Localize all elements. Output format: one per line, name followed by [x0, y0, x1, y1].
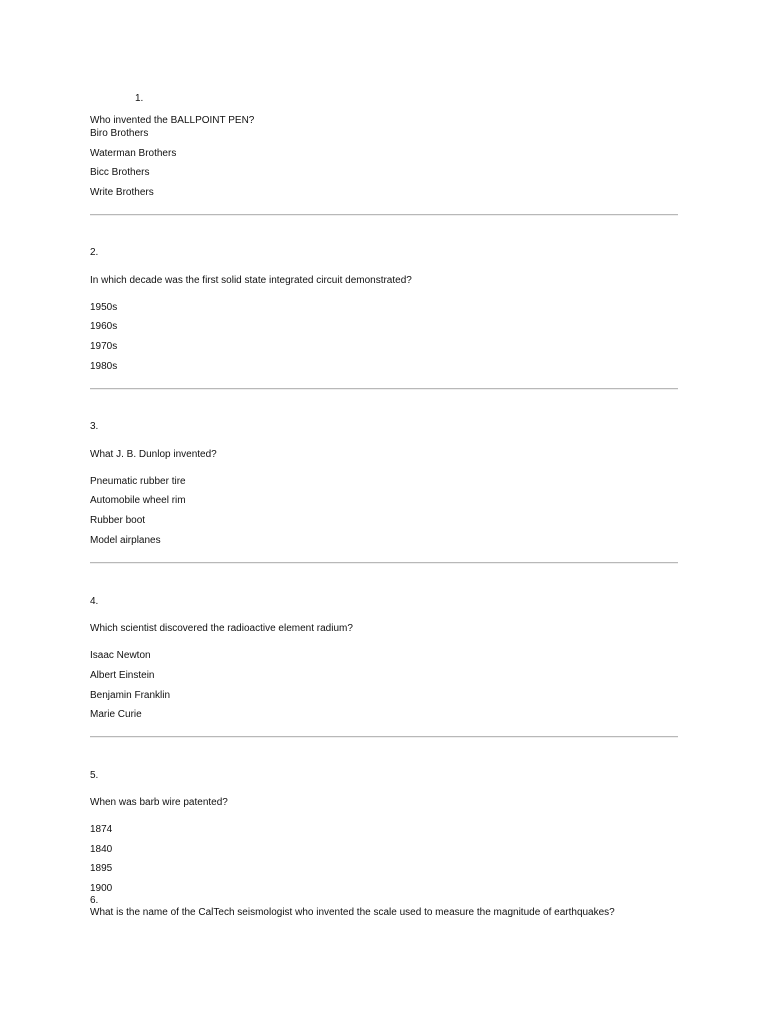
question-2-number: 2. [90, 247, 99, 258]
question-6-number: 6. [90, 895, 99, 906]
question-1-option-1: Biro Brothers [90, 128, 149, 139]
question-5-option-3: 1895 [90, 863, 113, 874]
question-3-text: What J. B. Dunlop invented? [90, 449, 217, 460]
question-1-text: Who invented the BALLPOINT PEN? [90, 115, 255, 126]
question-4-option-2: Albert Einstein [90, 670, 155, 681]
divider-3 [90, 562, 678, 564]
question-4-option-3: Benjamin Franklin [90, 690, 171, 701]
question-2-option-4: 1980s [90, 361, 118, 372]
question-2-text: In which decade was the first solid state integrated circuit demonstrated? [90, 275, 412, 286]
question-6-text: What is the name of the CalTech seismologist who invented the scale used to measure the magnitude of earthquakes? [90, 907, 615, 918]
question-3-option-4: Model airplanes [90, 535, 161, 546]
question-3-number: 3. [90, 421, 99, 432]
divider-1 [90, 214, 678, 216]
question-4-option-1: Isaac Newton [90, 650, 151, 661]
question-4-number: 4. [90, 596, 99, 607]
question-1-option-2: Waterman Brothers [90, 148, 177, 159]
question-4-text: Which scientist discovered the radioactive element radium? [90, 623, 353, 634]
question-5-text: When was barb wire patented? [90, 797, 228, 808]
question-5-option-4: 1900 [90, 883, 113, 894]
question-5-option-2: 1840 [90, 844, 113, 855]
question-1-option-3: Bicc Brothers [90, 167, 150, 178]
question-3-option-1: Pneumatic rubber tire [90, 476, 186, 487]
question-1-option-4: Write Brothers [90, 187, 154, 198]
question-2-option-2: 1960s [90, 321, 118, 332]
divider-4 [90, 736, 678, 738]
question-3-option-3: Rubber boot [90, 515, 146, 526]
question-3-option-2: Automobile wheel rim [90, 495, 186, 506]
question-5-number: 5. [90, 770, 99, 781]
question-5-option-1: 1874 [90, 824, 113, 835]
divider-2 [90, 388, 678, 390]
question-4-option-4: Marie Curie [90, 709, 142, 720]
question-2-option-1: 1950s [90, 302, 118, 313]
question-1-number: 1. [135, 93, 144, 104]
question-2-option-3: 1970s [90, 341, 118, 352]
